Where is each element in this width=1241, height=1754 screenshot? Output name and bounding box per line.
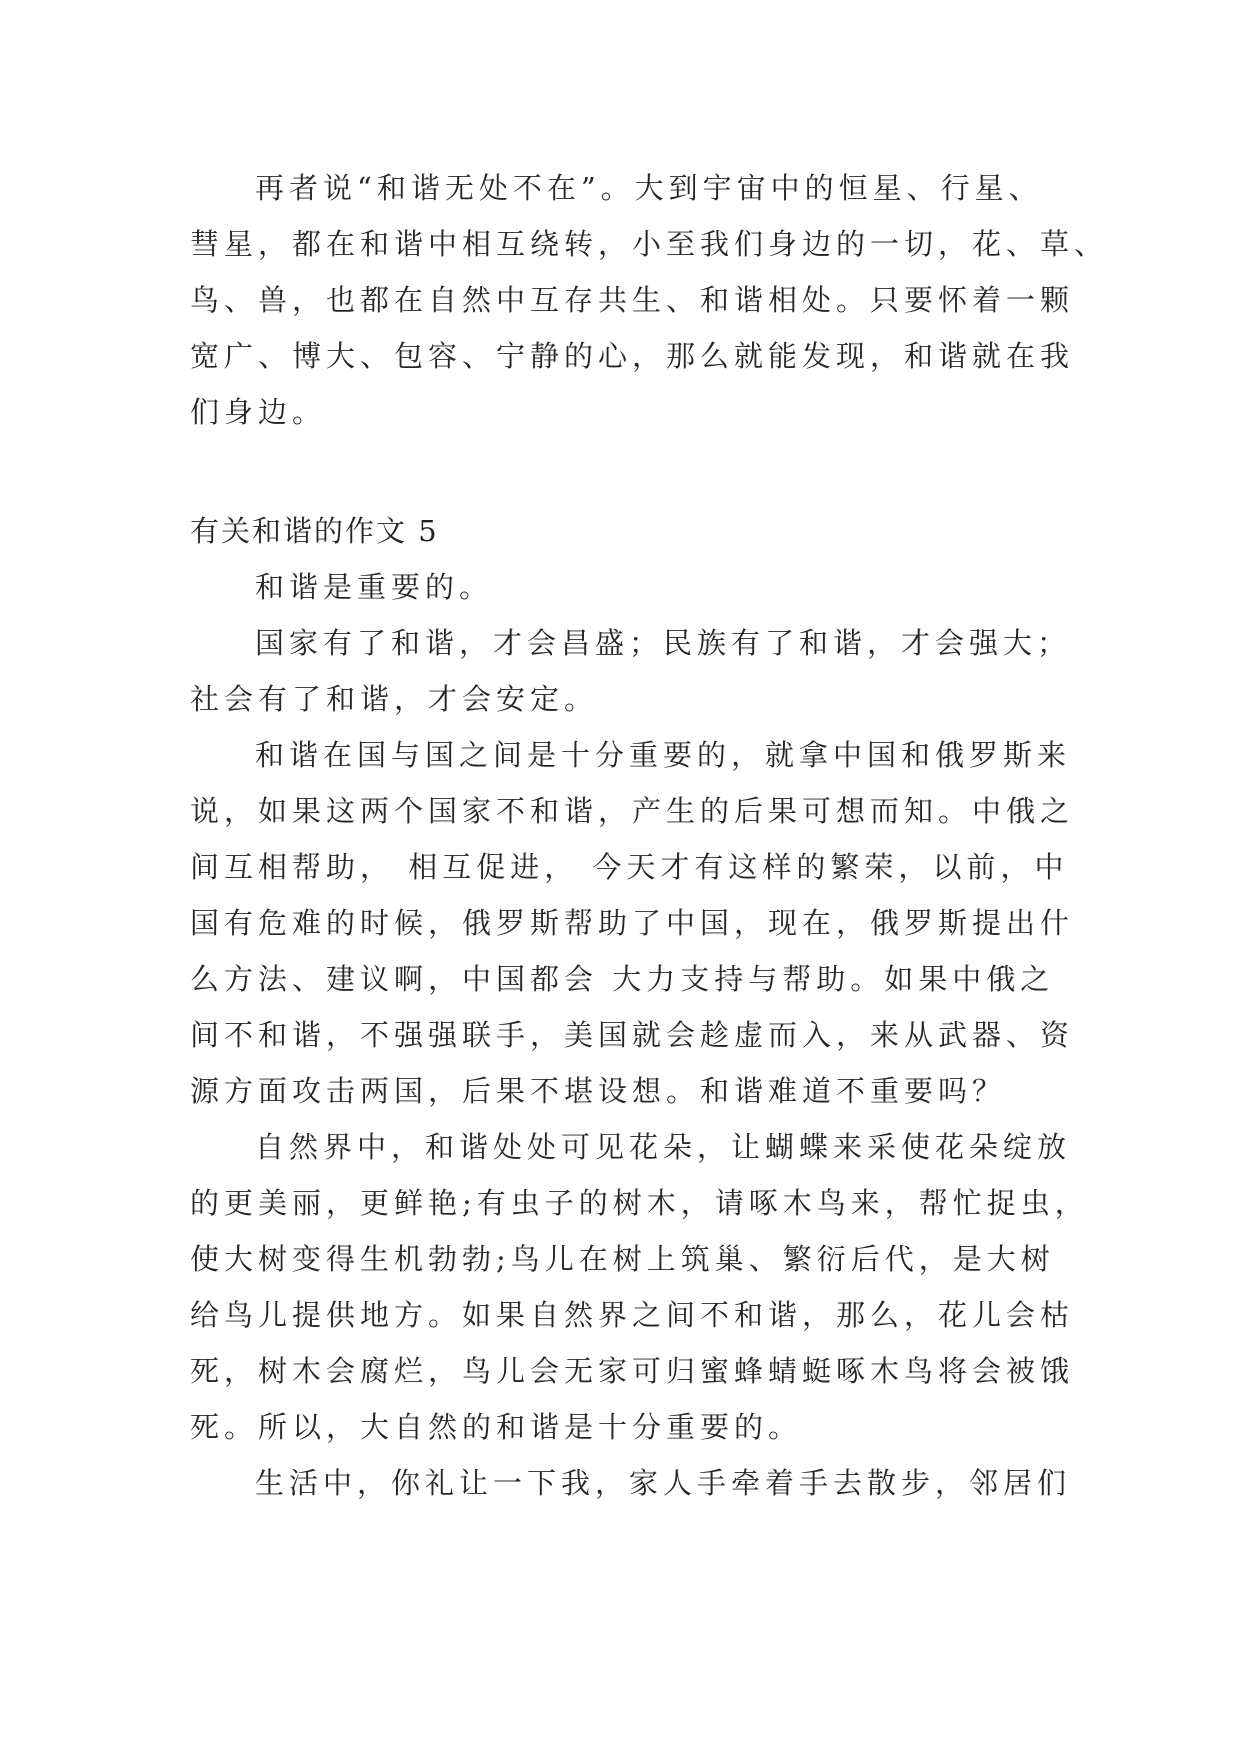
paragraph-line: 宽广、博大、包容、宁静的心，那么就能发现，和谐就在我 (190, 339, 1075, 373)
paragraph-line: 间不和谐，不强强联手，美国就会趁虚而入，来从武器、资 (190, 1018, 1075, 1052)
paragraph-line: 么方法、建议啊，中国都会 大力支持与帮助。如果中俄之 (190, 962, 1055, 996)
paragraph-line: 再者说“和谐无处不在”。大到宇宙中的恒星、行星、 (255, 171, 1043, 205)
paragraph-line: 死，树木会腐烂，鸟儿会无家可归蜜蜂蜻蜓啄木鸟将会被饿 (190, 1354, 1075, 1388)
paragraph-line: 自然界中，和谐处处可见花朵，让蝴蝶来采使花朵绽放 (255, 1130, 1072, 1164)
paragraph-line: 鸟、兽，也都在自然中互存共生、和谐相处。只要怀着一颗 (190, 283, 1075, 317)
paragraph-line: 国家有了和谐，才会昌盛；民族有了和谐，才会强大； (255, 626, 1072, 660)
paragraph-line: 给鸟儿提供地方。如果自然界之间不和谐，那么，花儿会枯 (190, 1298, 1075, 1332)
paragraph-line: 的更美丽，更鲜艳;有虫子的树木，请啄木鸟来，帮忙捉虫， (190, 1186, 1089, 1220)
paragraph-line: 间互相帮助， 相互促进， 今天才有这样的繁荣，以前，中 (190, 850, 1069, 884)
paragraph-line: 彗星，都在和谐中相互绕转，小至我们身边的一切，花、草、 (190, 227, 1109, 261)
paragraph-line: 国有危难的时候，俄罗斯帮助了中国，现在，俄罗斯提出什 (190, 906, 1075, 940)
paragraph-line: 社会有了和谐，才会安定。 (190, 682, 599, 716)
paragraph-line: 源方面攻击两国，后果不堪设想。和谐难道不重要吗？ (190, 1074, 1007, 1108)
paragraph-line: 们身边。 (190, 395, 327, 429)
paragraph-line: 使大树变得生机勃勃;鸟儿在树上筑巢、繁衍后代，是大树 (190, 1242, 1055, 1276)
paragraph-line: 生活中，你礼让一下我，家人手牵着手去散步，邻居们 (255, 1466, 1072, 1500)
paragraph-line: 说，如果这两个国家不和谐，产生的后果可想而知。中俄之 (190, 794, 1075, 828)
paragraph-line: 和谐是重要的。 (255, 570, 494, 604)
paragraph-line: 死。所以，大自然的和谐是十分重要的。 (190, 1410, 803, 1444)
section-heading: 有关和谐的作文 5 (190, 514, 439, 548)
paragraph-line: 和谐在国与国之间是十分重要的，就拿中国和俄罗斯来 (255, 738, 1072, 772)
